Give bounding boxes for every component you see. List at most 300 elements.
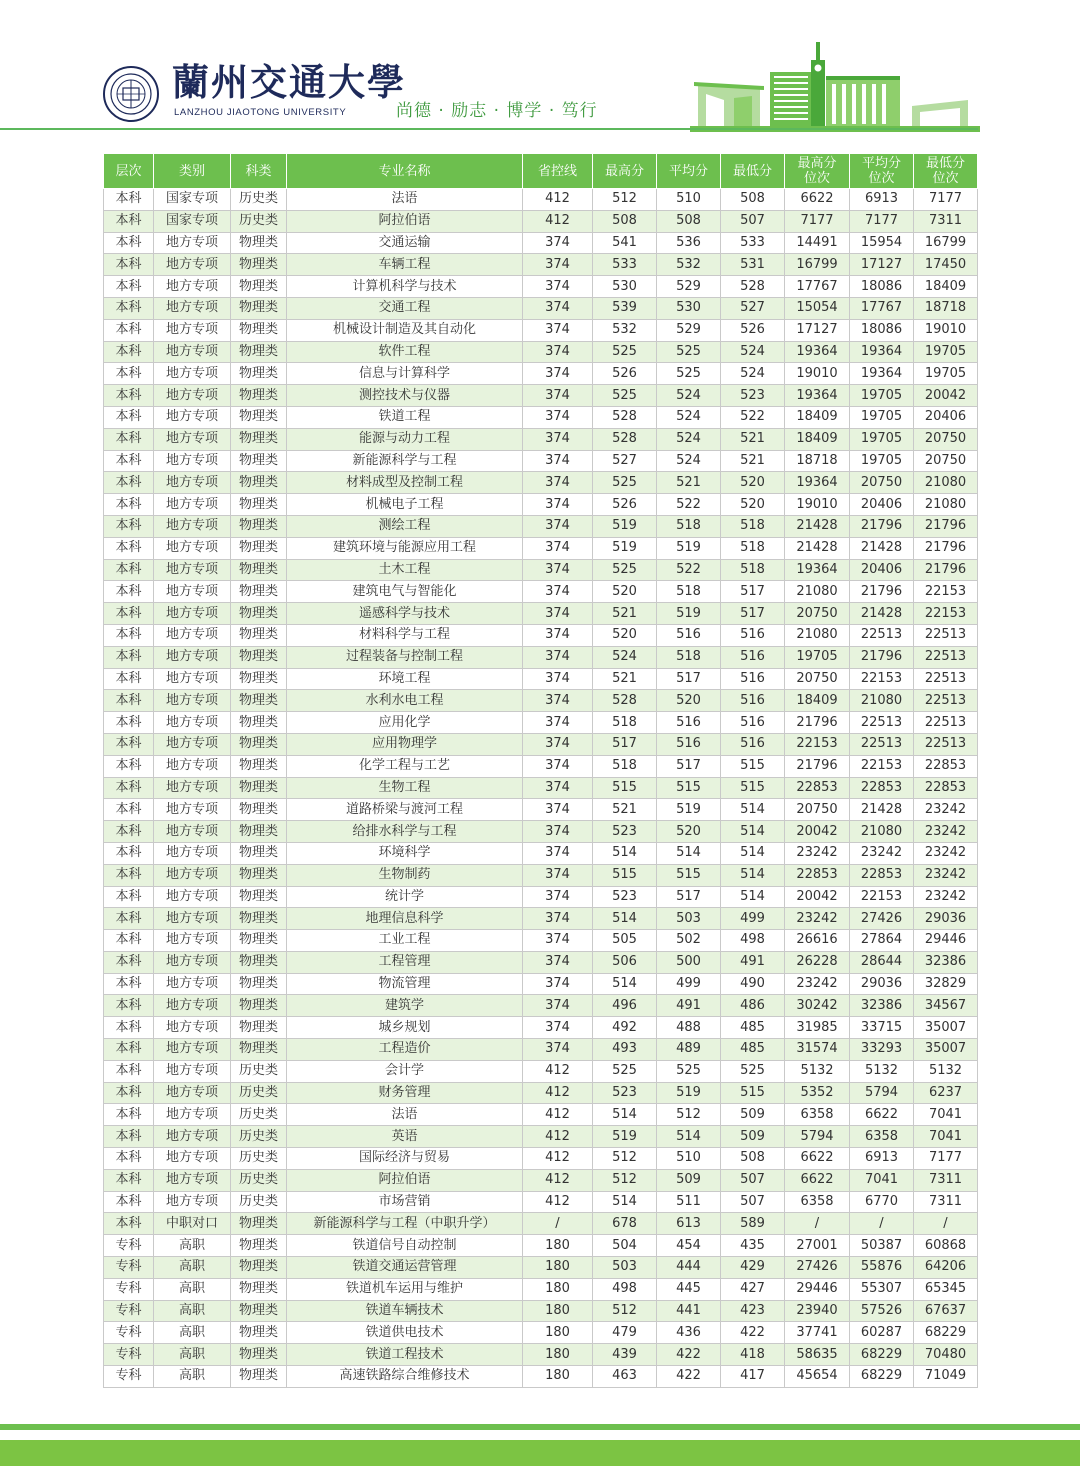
table-cell: 地方专项 — [154, 559, 231, 581]
table-cell: 物理类 — [231, 1344, 287, 1366]
table-cell: 环境科学 — [287, 842, 523, 864]
table-cell: 地方专项 — [154, 319, 231, 341]
table-cell: 本科 — [104, 951, 154, 973]
university-name-en: LANZHOU JIAOTONG UNIVERSITY — [174, 107, 347, 118]
table-cell: 物理类 — [231, 297, 287, 319]
table-cell: 374 — [523, 581, 593, 603]
table-cell: 499 — [657, 973, 721, 995]
table-cell: 法语 — [287, 1104, 523, 1126]
table-row — [104, 930, 978, 952]
table-cell: 20042 — [785, 886, 850, 908]
table-cell: 本科 — [104, 1082, 154, 1104]
table-cell: 7041 — [914, 1104, 978, 1126]
table-cell: 435 — [721, 1235, 785, 1257]
university-name-cn: 蘭州交通大學 — [172, 60, 406, 104]
table-row — [104, 777, 978, 799]
table-cell: 历史类 — [231, 1169, 287, 1191]
table-cell: 专科 — [104, 1344, 154, 1366]
table-cell: 物理类 — [231, 973, 287, 995]
table-cell: 526 — [721, 319, 785, 341]
table-cell: 23242 — [914, 842, 978, 864]
table-cell: 物理类 — [231, 624, 287, 646]
table-cell: 514 — [721, 886, 785, 908]
table-cell: 高职 — [154, 1322, 231, 1344]
table-cell: 高职 — [154, 1278, 231, 1300]
table-cell: 520 — [657, 821, 721, 843]
table-cell: 车辆工程 — [287, 254, 523, 276]
table-cell: 物理类 — [231, 1257, 287, 1279]
table-cell: 本科 — [104, 210, 154, 232]
table-row — [104, 1148, 978, 1170]
table-cell: 20406 — [850, 559, 914, 581]
table-cell: 地方专项 — [154, 406, 231, 428]
table-cell: 23940 — [785, 1300, 850, 1322]
table-cell: 物理类 — [231, 494, 287, 516]
table-cell: 613 — [657, 1213, 721, 1235]
table-cell: 本科 — [104, 646, 154, 668]
table-cell: 180 — [523, 1278, 593, 1300]
table-cell: 31574 — [785, 1039, 850, 1061]
table-cell: 21080 — [785, 581, 850, 603]
table-cell: 阿拉伯语 — [287, 210, 523, 232]
table-cell: 17127 — [850, 254, 914, 276]
table-cell: 530 — [657, 297, 721, 319]
table-cell: 29036 — [850, 973, 914, 995]
table-cell: 地方专项 — [154, 494, 231, 516]
table-cell: 511 — [657, 1191, 721, 1213]
table-cell: 地方专项 — [154, 515, 231, 537]
table-cell: 物理类 — [231, 799, 287, 821]
table-cell: 374 — [523, 319, 593, 341]
table-cell: 524 — [657, 428, 721, 450]
table-cell: 508 — [657, 210, 721, 232]
table-cell: 20750 — [785, 799, 850, 821]
table-cell: 374 — [523, 886, 593, 908]
table-cell: 50387 — [850, 1235, 914, 1257]
table-cell: 525 — [593, 1060, 657, 1082]
table-cell: 491 — [657, 995, 721, 1017]
table-cell: 21080 — [785, 624, 850, 646]
table-cell: 本科 — [104, 189, 154, 211]
table-cell: 生物工程 — [287, 777, 523, 799]
table-row — [104, 559, 978, 581]
table-cell: 528 — [593, 428, 657, 450]
table-row — [104, 973, 978, 995]
table-cell: 铁道工程 — [287, 406, 523, 428]
table-cell: 528 — [593, 406, 657, 428]
table-cell: 物理类 — [231, 254, 287, 276]
table-cell: 180 — [523, 1257, 593, 1279]
table-cell: 514 — [721, 864, 785, 886]
table-cell: 374 — [523, 494, 593, 516]
table-cell: 地方专项 — [154, 930, 231, 952]
table-cell: 本科 — [104, 1017, 154, 1039]
table-cell: 地方专项 — [154, 886, 231, 908]
table-cell: / — [914, 1213, 978, 1235]
table-cell: 517 — [721, 603, 785, 625]
table-cell: 物理类 — [231, 886, 287, 908]
table-cell: 7041 — [850, 1169, 914, 1191]
table-cell: 地方专项 — [154, 646, 231, 668]
table-cell: 499 — [721, 908, 785, 930]
table-cell: 道路桥梁与渡河工程 — [287, 799, 523, 821]
table-row — [104, 712, 978, 734]
table-cell: 21796 — [785, 712, 850, 734]
table-cell: 518 — [593, 755, 657, 777]
table-cell: 物理类 — [231, 559, 287, 581]
table-cell: 6358 — [785, 1104, 850, 1126]
table-cell: 35007 — [914, 1017, 978, 1039]
table-cell: 485 — [721, 1017, 785, 1039]
table-cell: 本科 — [104, 472, 154, 494]
table-cell: 374 — [523, 1039, 593, 1061]
table-cell: 19705 — [850, 450, 914, 472]
table-cell: 492 — [593, 1017, 657, 1039]
table-cell: 18086 — [850, 276, 914, 298]
table-row — [104, 1039, 978, 1061]
table-cell: 统计学 — [287, 886, 523, 908]
table-cell: 514 — [657, 1126, 721, 1148]
table-cell: 本科 — [104, 1104, 154, 1126]
table-cell: 物理类 — [231, 276, 287, 298]
table-row — [104, 603, 978, 625]
table-cell: 374 — [523, 450, 593, 472]
table-cell: 479 — [593, 1322, 657, 1344]
table-cell: 489 — [657, 1039, 721, 1061]
table-cell: 物理类 — [231, 930, 287, 952]
table-cell: 会计学 — [287, 1060, 523, 1082]
table-cell: 21796 — [850, 581, 914, 603]
table-cell: 23242 — [785, 908, 850, 930]
table-cell: 6770 — [850, 1191, 914, 1213]
table-cell: 地方专项 — [154, 1126, 231, 1148]
table-cell: 517 — [593, 733, 657, 755]
table-cell: 22513 — [850, 712, 914, 734]
table-cell: 高职 — [154, 1300, 231, 1322]
table-cell: 地方专项 — [154, 777, 231, 799]
table-cell: 525 — [593, 472, 657, 494]
table-cell: 本科 — [104, 973, 154, 995]
table-cell: 20750 — [785, 668, 850, 690]
table-cell: 509 — [721, 1126, 785, 1148]
table-row — [104, 254, 978, 276]
table-cell: 515 — [593, 864, 657, 886]
table-cell: 439 — [593, 1344, 657, 1366]
table-cell: 26228 — [785, 951, 850, 973]
table-cell: 500 — [657, 951, 721, 973]
table-cell: 地方专项 — [154, 1104, 231, 1126]
table-cell: 521 — [593, 799, 657, 821]
table-cell: 专科 — [104, 1235, 154, 1257]
table-cell: 60287 — [850, 1322, 914, 1344]
table-cell: 518 — [657, 646, 721, 668]
table-cell: 本科 — [104, 581, 154, 603]
table-cell: 454 — [657, 1235, 721, 1257]
table-cell: 本科 — [104, 276, 154, 298]
table-row — [104, 1344, 978, 1366]
table-row — [104, 886, 978, 908]
table-cell: 物理类 — [231, 1039, 287, 1061]
table-cell: 给排水科学与工程 — [287, 821, 523, 843]
table-cell: 地方专项 — [154, 733, 231, 755]
table-cell: 国际经济与贸易 — [287, 1148, 523, 1170]
table-cell: 496 — [593, 995, 657, 1017]
table-cell: 412 — [523, 1060, 593, 1082]
table-cell: 地方专项 — [154, 799, 231, 821]
table-row — [104, 210, 978, 232]
table-cell: 6622 — [850, 1104, 914, 1126]
table-cell: 514 — [593, 908, 657, 930]
table-cell: 22153 — [850, 668, 914, 690]
table-row — [104, 385, 978, 407]
table-cell: 427 — [721, 1278, 785, 1300]
table-cell: 412 — [523, 1191, 593, 1213]
table-cell: 物理类 — [231, 646, 287, 668]
table-cell: 507 — [721, 1169, 785, 1191]
table-cell: 374 — [523, 864, 593, 886]
table-cell: 27426 — [850, 908, 914, 930]
table-cell: 地方专项 — [154, 450, 231, 472]
table-cell: 514 — [593, 1104, 657, 1126]
table-cell: 523 — [593, 1082, 657, 1104]
table-cell: 21428 — [785, 515, 850, 537]
table-cell: 历史类 — [231, 189, 287, 211]
table-cell: 504 — [593, 1235, 657, 1257]
table-cell: 28644 — [850, 951, 914, 973]
table-cell: 520 — [721, 472, 785, 494]
table-cell: 374 — [523, 733, 593, 755]
table-header-row — [104, 154, 978, 189]
table-cell: 5132 — [785, 1060, 850, 1082]
table-row — [104, 733, 978, 755]
table-cell: 514 — [721, 842, 785, 864]
table-cell: 物理类 — [231, 515, 287, 537]
table-cell: 525 — [593, 559, 657, 581]
table-cell: 412 — [523, 1104, 593, 1126]
table-cell: 地方专项 — [154, 385, 231, 407]
table-row — [104, 189, 978, 211]
table-cell: 436 — [657, 1322, 721, 1344]
table-cell: 本科 — [104, 1213, 154, 1235]
table-row — [104, 1366, 978, 1388]
table-cell: 27426 — [785, 1257, 850, 1279]
table-cell: 374 — [523, 232, 593, 254]
table-cell: 本科 — [104, 559, 154, 581]
table-cell: 22513 — [914, 690, 978, 712]
table-cell: 历史类 — [231, 1126, 287, 1148]
table-cell: 19010 — [785, 494, 850, 516]
table-cell: 23242 — [914, 821, 978, 843]
table-cell: 土木工程 — [287, 559, 523, 581]
table-cell: 新能源科学与工程 — [287, 450, 523, 472]
table-cell: 建筑电气与智能化 — [287, 581, 523, 603]
table-cell: 6913 — [850, 189, 914, 211]
table-cell: 60868 — [914, 1235, 978, 1257]
table-cell: 374 — [523, 668, 593, 690]
table-cell: 地方专项 — [154, 821, 231, 843]
table-cell: 422 — [657, 1344, 721, 1366]
table-row — [104, 515, 978, 537]
table-cell: 铁道工程技术 — [287, 1344, 523, 1366]
table-cell: 本科 — [104, 755, 154, 777]
table-cell: 工程造价 — [287, 1039, 523, 1061]
table-cell: 525 — [593, 385, 657, 407]
table-row — [104, 537, 978, 559]
table-row — [104, 755, 978, 777]
table-row — [104, 276, 978, 298]
table-cell: 地方专项 — [154, 341, 231, 363]
table-cell: 能源与动力工程 — [287, 428, 523, 450]
table-cell: 524 — [721, 363, 785, 385]
table-cell: 地方专项 — [154, 232, 231, 254]
table-row — [104, 668, 978, 690]
table-cell: 20750 — [850, 472, 914, 494]
table-cell: 高职 — [154, 1344, 231, 1366]
table-cell: 374 — [523, 276, 593, 298]
table-cell: 515 — [657, 777, 721, 799]
table-row — [104, 842, 978, 864]
table-cell: 493 — [593, 1039, 657, 1061]
table-cell: 19364 — [785, 341, 850, 363]
table-cell: 16799 — [785, 254, 850, 276]
table-cell: 526 — [593, 494, 657, 516]
table-cell: 517 — [657, 668, 721, 690]
table-cell: 531 — [721, 254, 785, 276]
table-cell: 21796 — [914, 515, 978, 537]
table-cell: 374 — [523, 995, 593, 1017]
table-cell: 7177 — [785, 210, 850, 232]
table-cell: 507 — [721, 210, 785, 232]
table-cell: 412 — [523, 210, 593, 232]
table-cell: 地方专项 — [154, 276, 231, 298]
table-cell: 物理类 — [231, 842, 287, 864]
table-cell: 物理类 — [231, 1213, 287, 1235]
table-cell: 19705 — [850, 428, 914, 450]
table-cell: 517 — [657, 755, 721, 777]
table-cell: 374 — [523, 690, 593, 712]
table-cell: 525 — [657, 363, 721, 385]
table-cell: 地方专项 — [154, 581, 231, 603]
table-cell: 533 — [593, 254, 657, 276]
table-cell: 180 — [523, 1235, 593, 1257]
table-cell: 本科 — [104, 1148, 154, 1170]
table-cell: 374 — [523, 821, 593, 843]
table-cell: 物理类 — [231, 603, 287, 625]
footer-stripe-thin — [0, 1424, 1080, 1430]
table-cell: 521 — [593, 603, 657, 625]
table-cell: 498 — [721, 930, 785, 952]
table-cell: 521 — [593, 668, 657, 690]
table-cell: 7177 — [914, 1148, 978, 1170]
table-cell: 525 — [657, 1060, 721, 1082]
table-cell: 533 — [721, 232, 785, 254]
table-cell: 19364 — [785, 559, 850, 581]
table-cell: 518 — [721, 515, 785, 537]
table-cell: 32386 — [850, 995, 914, 1017]
table-cell: 7311 — [914, 1191, 978, 1213]
table-cell: 国家专项 — [154, 210, 231, 232]
table-cell: 509 — [657, 1169, 721, 1191]
table-cell: 物流管理 — [287, 973, 523, 995]
table-cell: 527 — [721, 297, 785, 319]
table-cell: 524 — [721, 341, 785, 363]
table-cell: 本科 — [104, 1191, 154, 1213]
table-cell: 物理类 — [231, 690, 287, 712]
table-cell: 374 — [523, 1017, 593, 1039]
table-cell: 本科 — [104, 515, 154, 537]
table-cell: 522 — [721, 406, 785, 428]
table-cell: 5132 — [850, 1060, 914, 1082]
table-cell: 516 — [721, 733, 785, 755]
table-row — [104, 472, 978, 494]
table-cell: 528 — [593, 690, 657, 712]
table-cell: 412 — [523, 1169, 593, 1191]
table-cell: 本科 — [104, 406, 154, 428]
table-cell: 523 — [593, 821, 657, 843]
table-cell: 519 — [593, 515, 657, 537]
table-cell: 物理类 — [231, 864, 287, 886]
table-row — [104, 1082, 978, 1104]
table-cell: 71049 — [914, 1366, 978, 1388]
table-cell: 374 — [523, 908, 593, 930]
table-cell: 22853 — [785, 777, 850, 799]
table-cell: 物理类 — [231, 712, 287, 734]
table-cell: 27001 — [785, 1235, 850, 1257]
table-cell: 65345 — [914, 1278, 978, 1300]
table-cell: 20750 — [785, 603, 850, 625]
table-cell: 本科 — [104, 930, 154, 952]
table-cell: 阿拉伯语 — [287, 1169, 523, 1191]
table-cell: 地方专项 — [154, 1082, 231, 1104]
table-cell: 地方专项 — [154, 1017, 231, 1039]
table-cell: 374 — [523, 341, 593, 363]
table-cell: 6622 — [785, 1169, 850, 1191]
table-cell: 22853 — [850, 864, 914, 886]
table-cell: 524 — [657, 406, 721, 428]
table-cell: 19705 — [914, 363, 978, 385]
table-cell: 软件工程 — [287, 341, 523, 363]
table-row — [104, 319, 978, 341]
table-cell: 519 — [657, 603, 721, 625]
table-row — [104, 1322, 978, 1344]
table-cell: 180 — [523, 1366, 593, 1388]
table-cell: 22513 — [850, 733, 914, 755]
table-cell: 18086 — [850, 319, 914, 341]
table-cell: 应用物理学 — [287, 733, 523, 755]
table-row — [104, 1191, 978, 1213]
table-row — [104, 1257, 978, 1279]
column-header: 最低分 — [721, 154, 785, 189]
table-cell: 物理类 — [231, 472, 287, 494]
table-cell: 20042 — [914, 385, 978, 407]
table-cell: 19364 — [850, 363, 914, 385]
table-cell: 铁道机车运用与维护 — [287, 1278, 523, 1300]
table-cell: 29036 — [914, 908, 978, 930]
table-row — [104, 1060, 978, 1082]
table-cell: 514 — [593, 842, 657, 864]
table-cell: 中职对口 — [154, 1213, 231, 1235]
campus-skyline-illustration — [690, 36, 980, 132]
table-cell: 地方专项 — [154, 1191, 231, 1213]
table-cell: 518 — [593, 712, 657, 734]
table-cell: 22513 — [914, 624, 978, 646]
table-cell: 化学工程与工艺 — [287, 755, 523, 777]
table-cell: 23242 — [850, 842, 914, 864]
table-cell: 37741 — [785, 1322, 850, 1344]
table-cell: 23242 — [914, 886, 978, 908]
table-cell: 19705 — [850, 406, 914, 428]
table-cell: / — [785, 1213, 850, 1235]
